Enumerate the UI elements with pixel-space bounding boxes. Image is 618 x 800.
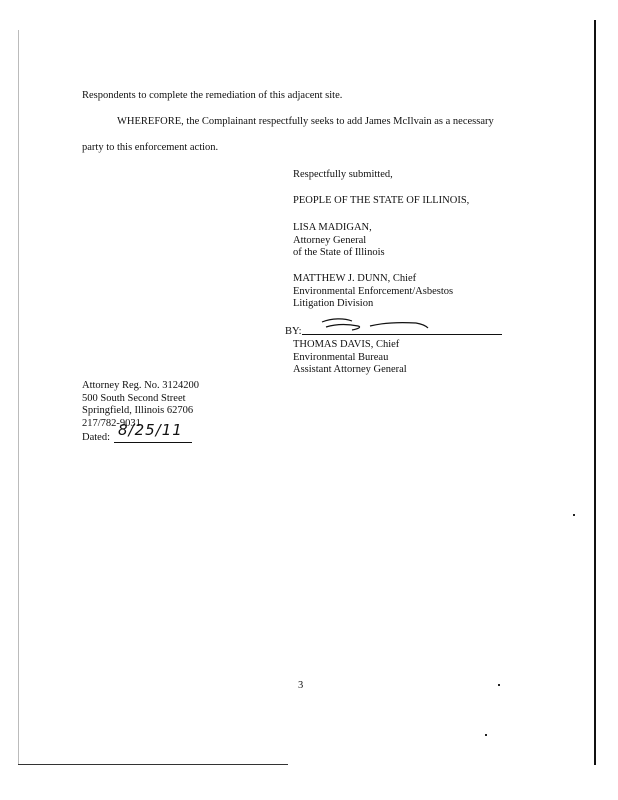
scan-speck: [573, 514, 575, 516]
people-of-illinois: PEOPLE OF THE STATE OF ILLINOIS,: [293, 195, 470, 206]
ag-name: LISA MADIGAN,: [293, 222, 372, 233]
phone-number: 217/782-9031: [82, 417, 141, 429]
body-line-2: WHEREFORE, the Complainant respectfully seeks to add James McIlvain as a necessary: [117, 116, 494, 127]
scan-speck: [498, 684, 500, 686]
dated-line: [114, 442, 192, 443]
by-label: BY:: [285, 326, 302, 337]
attorney-reg-no: Attorney Reg. No. 3124200: [82, 380, 199, 391]
city-address: Springfield, Illinois 62706: [82, 405, 194, 417]
handwritten-signature: [318, 312, 438, 338]
signer-title: Assistant Attorney General: [293, 364, 407, 376]
chief-name: MATTHEW J. DUNN, Chief: [293, 273, 417, 284]
chief-division-1: Environmental Enforcement/Asbestos: [293, 285, 454, 297]
scan-edge-right: [594, 20, 596, 765]
chief-division-2: Litigation Division: [293, 298, 374, 310]
ag-title: Attorney General: [293, 234, 367, 246]
ag-state: of the State of Illinois: [293, 247, 385, 259]
scan-speck: [485, 734, 487, 736]
page-number: 3: [298, 680, 304, 691]
signer-name: THOMAS DAVIS, Chief: [293, 339, 400, 350]
division-chief-block: [293, 273, 453, 311]
attorney-general-block: [293, 222, 385, 260]
closing: Respectfully submitted,: [293, 169, 393, 180]
dated-label: Dated:: [82, 432, 110, 443]
scan-edge-left: [18, 30, 19, 765]
street-address: 500 South Second Street: [82, 392, 186, 404]
signer-bureau: Environmental Bureau: [293, 351, 389, 363]
body-line-1: Respondents to complete the remediation of this adjacent site.: [82, 90, 343, 101]
body-line-3: party to this enforcement action.: [82, 142, 219, 153]
signer-block: [293, 339, 407, 377]
scan-edge-bottom: [18, 764, 288, 765]
dated-handwritten: 8/25/11: [118, 421, 183, 439]
